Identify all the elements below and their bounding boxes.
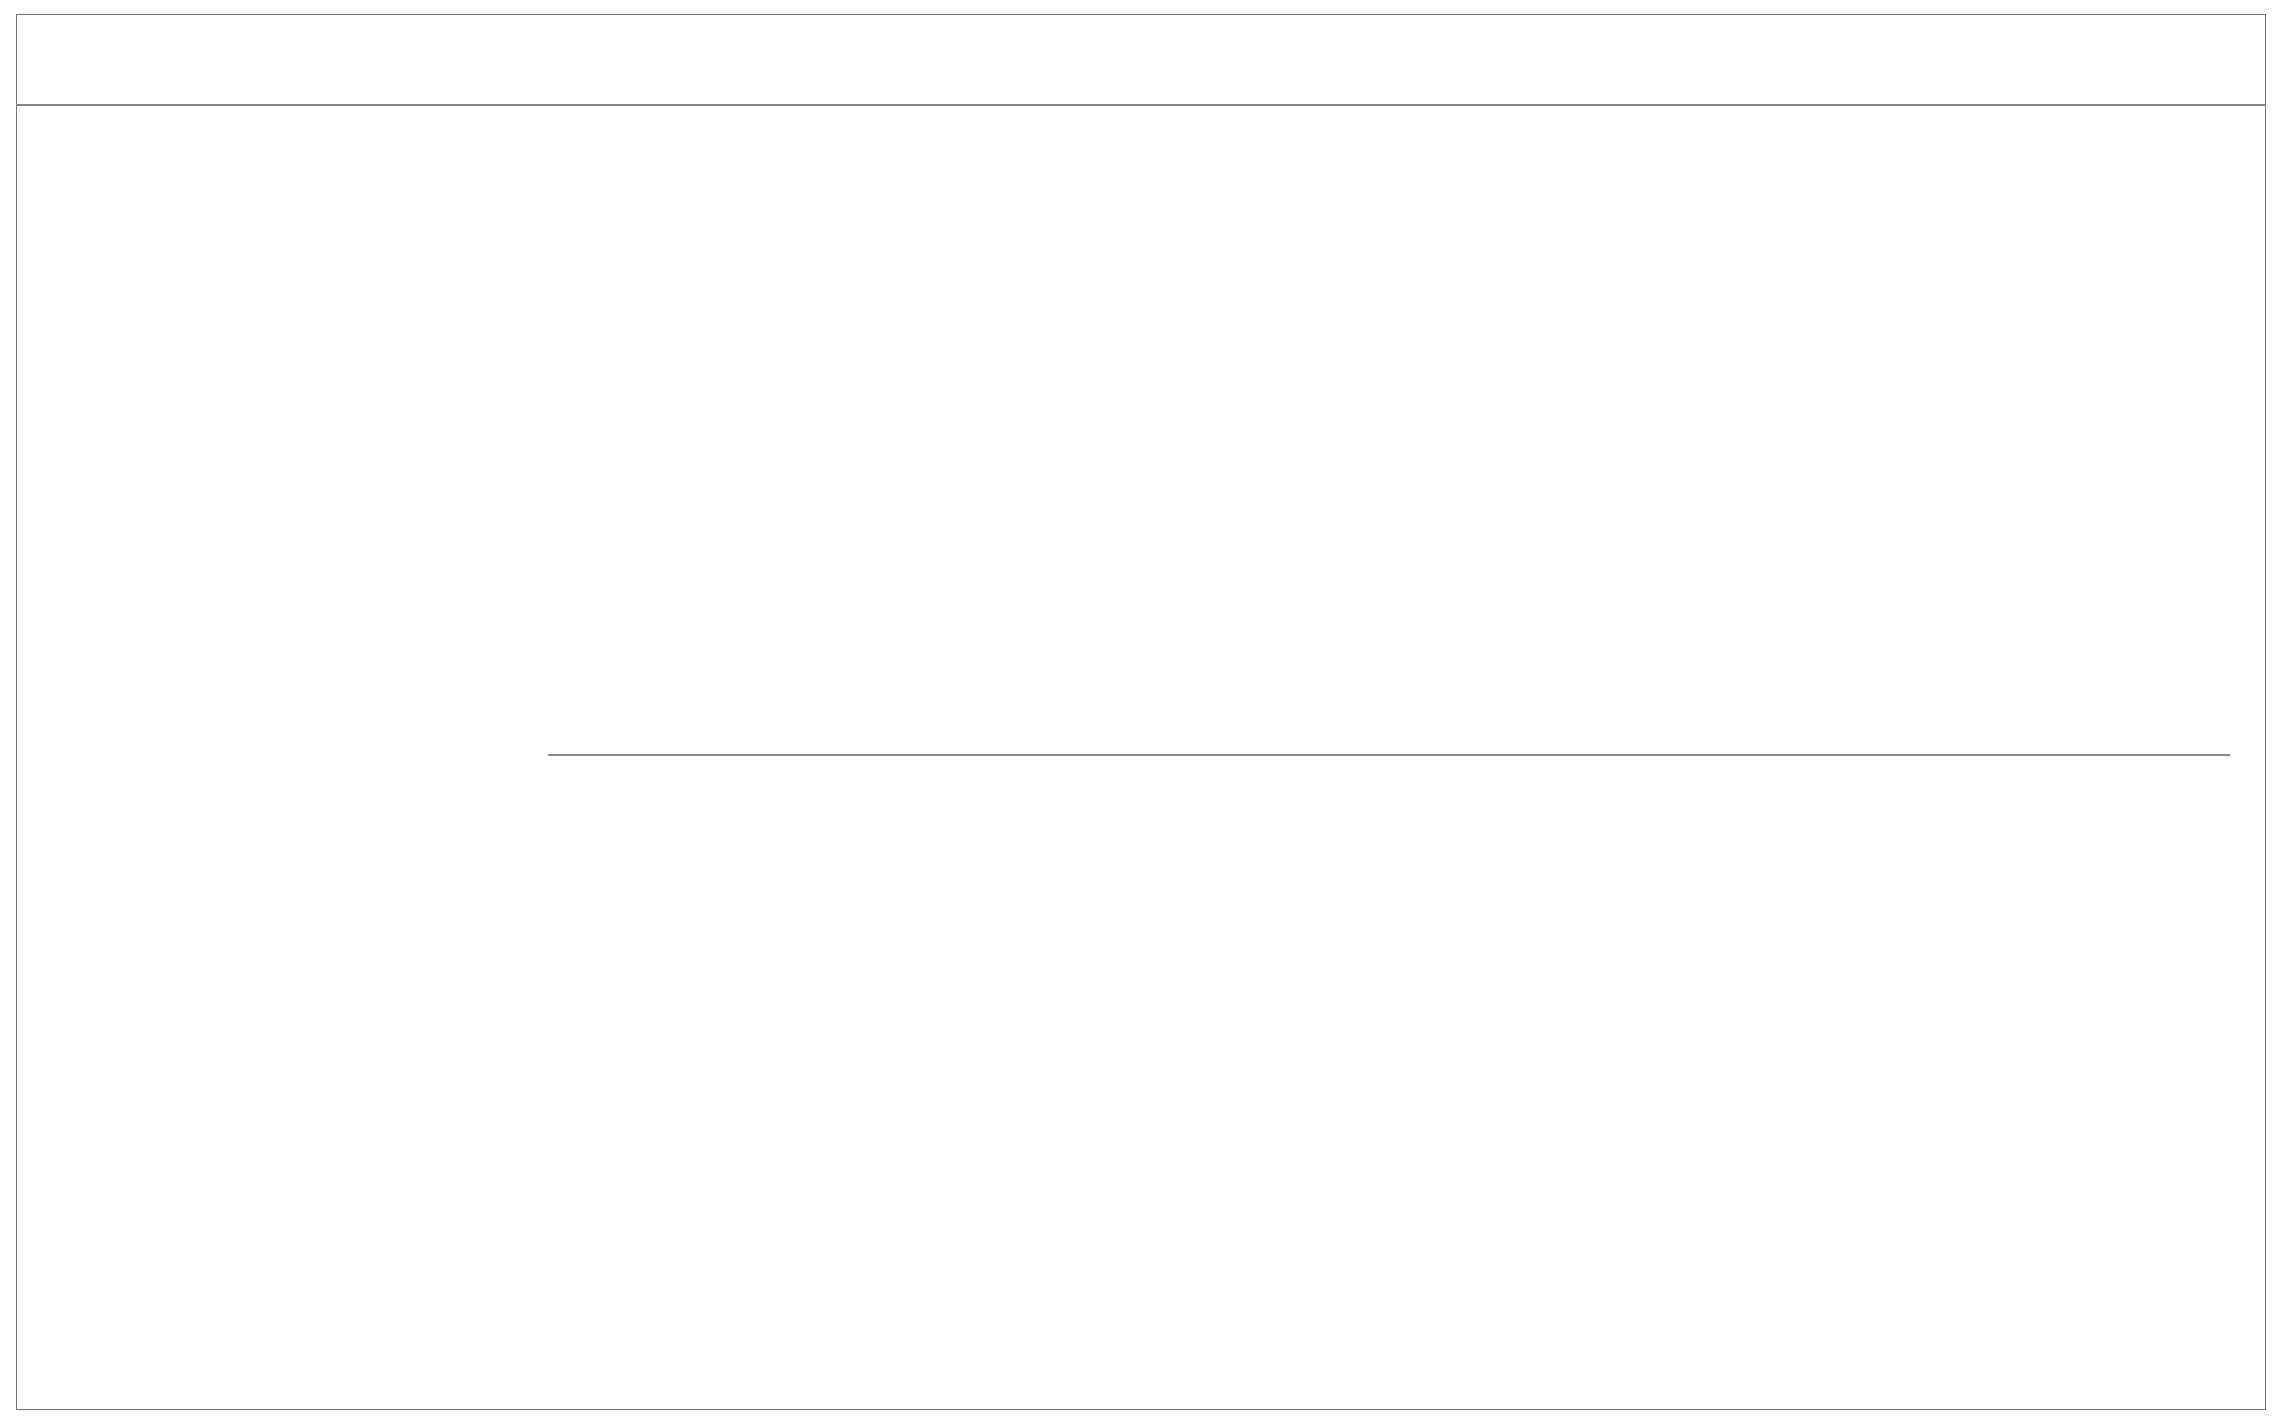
header-divider <box>16 104 2266 106</box>
meritos-divider <box>548 754 2230 756</box>
document-frame <box>16 14 2266 1410</box>
